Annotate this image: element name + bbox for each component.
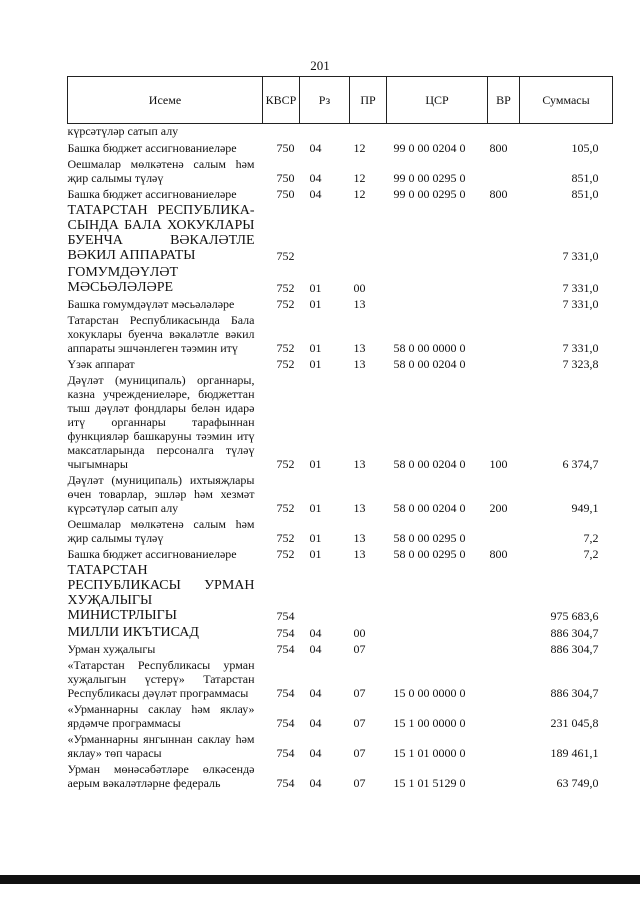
cell-kvsr: 754 — [276, 609, 295, 623]
column-header-name: Исеме — [68, 77, 263, 124]
cell-pr: 12 — [353, 141, 366, 155]
cell-rz: 04 — [309, 187, 322, 201]
cell-kvsr: 752 — [276, 249, 295, 263]
cell-name: Дәүләт (муниципаль) ихтыяҗлары өчен товарлар, эшләр һәм хезмәт күрсәтүләр сатып алу — [67, 473, 255, 515]
table-row — [68, 373, 613, 473]
cell-sum: 7 331,0 — [562, 341, 599, 355]
table-row — [68, 563, 613, 625]
cell-rz — [300, 563, 350, 625]
cell-rz: 04 — [309, 141, 322, 155]
cell-name: Дәүләт (муниципаль) органнары, казна учреждениеләре, бюджеттан тыш дәүләт фондлары белән идарә итү органнары тарафыннан функцияләр башкаруны тәэмин итү максатларында персоналга түләү чыгымнары — [67, 373, 255, 471]
cell-rz: 04 — [309, 171, 322, 185]
cell-vr: 800 — [489, 547, 508, 561]
cell-sum: 851,0 — [571, 171, 599, 185]
cell-pr: 00 — [353, 626, 366, 640]
table-row — [68, 473, 613, 517]
cell-vr — [488, 297, 520, 313]
cell-rz: 01 — [309, 501, 322, 515]
cell-csr: 15 1 01 5129 0 — [393, 776, 466, 790]
budget-table-wrapper — [67, 76, 612, 792]
cell-vr — [488, 265, 520, 297]
cell-kvsr: 754 — [276, 746, 295, 760]
cell-name: ТАТАРСТАН РЕСПУБЛИКАСЫ УРМАН ХУҖАЛЫГЫ МИНИСТРЛЫГЫ — [67, 563, 255, 623]
cell-vr — [488, 732, 520, 762]
cell-pr: 13 — [353, 547, 366, 561]
cell-kvsr: 750 — [276, 141, 295, 155]
cell-pr: 07 — [353, 746, 366, 760]
cell-csr — [387, 265, 488, 297]
table-row — [68, 762, 613, 792]
cell-name: Башка бюджет ассигнованиеләре — [67, 547, 237, 561]
cell-sum: 886 304,7 — [550, 626, 599, 640]
cell-rz: 04 — [309, 716, 322, 730]
cell-kvsr: 752 — [276, 297, 295, 311]
table-row — [68, 124, 613, 142]
cell-pr: 13 — [353, 501, 366, 515]
cell-rz: 04 — [309, 642, 322, 656]
table-row — [68, 157, 613, 187]
cell-name: «Татарстан Республикасы урман хуҗалыгын үстерү» Татарстан Республикасы дәүләт программасы — [67, 658, 255, 700]
cell-csr: 58 0 00 0295 0 — [393, 547, 466, 561]
cell-csr — [387, 642, 488, 658]
table-row — [68, 658, 613, 702]
cell-csr: 58 0 00 0204 0 — [393, 501, 466, 515]
cell-rz — [300, 124, 350, 142]
column-header-kvsr: КВСР — [263, 77, 300, 124]
cell-csr — [387, 625, 488, 642]
cell-sum: 7 331,0 — [562, 281, 599, 295]
cell-sum — [520, 124, 613, 142]
cell-kvsr: 754 — [276, 642, 295, 656]
cell-sum: 886 304,7 — [550, 642, 599, 656]
cell-sum: 7 331,0 — [562, 249, 599, 263]
cell-pr: 13 — [353, 341, 366, 355]
cell-name: «Урманнарны саклау һәм яклау» ярдәмче программасы — [67, 702, 255, 730]
table-row — [68, 187, 613, 203]
cell-sum: 7 331,0 — [562, 297, 599, 311]
cell-pr: 13 — [353, 297, 366, 311]
cell-csr — [387, 297, 488, 313]
cell-sum: 949,1 — [571, 501, 599, 515]
cell-rz — [300, 203, 350, 265]
cell-kvsr: 752 — [276, 547, 295, 561]
cell-sum: 886 304,7 — [550, 686, 599, 700]
cell-csr: 58 0 00 0204 0 — [393, 357, 466, 371]
table-row — [68, 642, 613, 658]
cell-name: Башка бюджет ассигнованиеләре — [67, 141, 237, 155]
cell-vr — [488, 124, 520, 142]
cell-csr: 58 0 00 0295 0 — [393, 531, 466, 545]
table-row — [68, 313, 613, 357]
cell-name: күрсәтүләр сатып алу — [67, 124, 179, 138]
cell-pr — [350, 563, 387, 625]
cell-kvsr: 754 — [276, 716, 295, 730]
cell-csr: 99 0 00 0295 0 — [393, 187, 466, 201]
cell-name: Башка бюджет ассигнованиеләре — [67, 187, 237, 201]
cell-kvsr: 752 — [276, 531, 295, 545]
cell-pr: 07 — [353, 716, 366, 730]
column-header-sum: Суммасы — [520, 77, 613, 124]
budget-table — [67, 76, 613, 792]
cell-csr: 15 0 00 0000 0 — [393, 686, 466, 700]
cell-vr — [488, 658, 520, 702]
cell-vr — [488, 762, 520, 792]
cell-pr: 13 — [353, 531, 366, 545]
cell-sum: 975 683,6 — [550, 609, 599, 623]
cell-sum: 189 461,1 — [550, 746, 599, 760]
cell-rz: 04 — [309, 626, 322, 640]
table-row — [68, 625, 613, 642]
cell-csr — [387, 563, 488, 625]
cell-vr: 200 — [489, 501, 508, 515]
table-row — [68, 203, 613, 265]
cell-sum: 7,2 — [583, 547, 599, 561]
cell-vr — [488, 357, 520, 373]
cell-vr — [488, 313, 520, 357]
cell-name: Урман хуҗалыгы — [67, 642, 156, 656]
cell-rz: 01 — [309, 357, 322, 371]
cell-name: «Урманнарны янгыннан саклау һәм яклау» төп чарасы — [67, 732, 255, 760]
table-row — [68, 265, 613, 297]
cell-rz: 01 — [309, 297, 322, 311]
cell-vr: 800 — [489, 187, 508, 201]
cell-name: МИЛЛИ ИКЪТИСАД — [67, 625, 199, 640]
cell-sum: 63 749,0 — [556, 776, 599, 790]
cell-kvsr: 754 — [276, 776, 295, 790]
cell-name: Оешмалар мөлкәтенә салым һәм җир салымы түләү — [67, 157, 255, 185]
cell-csr: 15 1 00 0000 0 — [393, 716, 466, 730]
cell-sum: 6 374,7 — [562, 457, 599, 471]
table-row — [68, 732, 613, 762]
cell-pr — [350, 203, 387, 265]
cell-name: Башка гомумдәүләт мәсьәләләре — [67, 297, 235, 311]
column-header-rz: Рз — [300, 77, 350, 124]
table-row — [68, 141, 613, 157]
cell-kvsr: 750 — [276, 171, 295, 185]
cell-pr: 13 — [353, 357, 366, 371]
cell-vr: 100 — [489, 457, 508, 471]
cell-kvsr: 754 — [276, 686, 295, 700]
cell-kvsr: 754 — [276, 626, 295, 640]
cell-name: ТАТАРСТАН РЕСПУБЛИКА-СЫНДА БАЛА ХОКУКЛАРЫ БУЕНЧА ВӘКАЛӘТЛЕ ВӘКИЛ АППАРАТЫ — [67, 203, 255, 263]
cell-pr: 13 — [353, 457, 366, 471]
cell-csr — [387, 203, 488, 265]
table-row — [68, 547, 613, 563]
cell-csr: 58 0 00 0000 0 — [393, 341, 466, 355]
cell-sum: 105,0 — [571, 141, 599, 155]
cell-rz: 01 — [309, 457, 322, 471]
cell-kvsr: 752 — [276, 281, 295, 295]
column-header-pr: ПР — [350, 77, 387, 124]
cell-rz: 04 — [309, 746, 322, 760]
cell-csr: 15 1 01 0000 0 — [393, 746, 466, 760]
table-row — [68, 517, 613, 547]
cell-pr: 12 — [353, 171, 366, 185]
cell-pr: 07 — [353, 776, 366, 790]
cell-name: Татарстан Республикасында Бала хокуклары буенча вәкаләтле вәкил аппараты эшчәнлеген тәэмин итү — [67, 313, 255, 355]
cell-csr: 99 0 00 0295 0 — [393, 171, 466, 185]
table-row — [68, 297, 613, 313]
cell-vr — [488, 517, 520, 547]
cell-name: Оешмалар мөлкәтенә салым һәм җир салымы түләү — [67, 517, 255, 545]
cell-name: Үзәк аппарат — [67, 357, 135, 371]
cell-vr: 800 — [489, 141, 508, 155]
column-header-csr: ЦСР — [387, 77, 488, 124]
cell-kvsr: 752 — [276, 501, 295, 515]
cell-sum: 7 323,8 — [562, 357, 599, 371]
cell-vr — [488, 702, 520, 732]
cell-rz: 01 — [309, 281, 322, 295]
cell-vr — [488, 642, 520, 658]
cell-rz: 01 — [309, 341, 322, 355]
cell-name: Урман мөнәсәбәтләре өлкәсендә аерым вәкаләтләрне федераль — [67, 762, 255, 790]
cell-sum: 231 045,8 — [550, 716, 599, 730]
cell-rz: 01 — [309, 531, 322, 545]
scan-edge-bar — [0, 875, 640, 884]
cell-rz: 04 — [309, 776, 322, 790]
cell-pr: 07 — [353, 642, 366, 656]
cell-name: ГОМУМДӘҮЛӘТ МӘСЬӘЛӘЛӘРЕ — [67, 265, 179, 295]
cell-csr — [387, 124, 488, 142]
cell-kvsr: 750 — [276, 187, 295, 201]
cell-kvsr: 752 — [276, 357, 295, 371]
table-header — [68, 77, 613, 124]
cell-pr: 07 — [353, 686, 366, 700]
cell-csr: 58 0 00 0204 0 — [393, 457, 466, 471]
cell-vr — [488, 625, 520, 642]
cell-csr: 99 0 00 0204 0 — [393, 141, 466, 155]
page-number: 201 — [310, 58, 330, 73]
cell-vr — [488, 203, 520, 265]
cell-pr: 12 — [353, 187, 366, 201]
cell-vr — [488, 563, 520, 625]
cell-rz: 01 — [309, 547, 322, 561]
cell-pr — [350, 124, 387, 142]
cell-kvsr: 752 — [276, 457, 295, 471]
table-body — [68, 124, 613, 793]
cell-vr — [488, 157, 520, 187]
cell-kvsr — [263, 124, 300, 142]
cell-pr: 00 — [353, 281, 366, 295]
cell-sum: 851,0 — [571, 187, 599, 201]
cell-rz: 04 — [309, 686, 322, 700]
table-row — [68, 357, 613, 373]
column-header-vr: ВР — [488, 77, 520, 124]
cell-kvsr: 752 — [276, 341, 295, 355]
table-row — [68, 702, 613, 732]
cell-sum: 7,2 — [583, 531, 599, 545]
